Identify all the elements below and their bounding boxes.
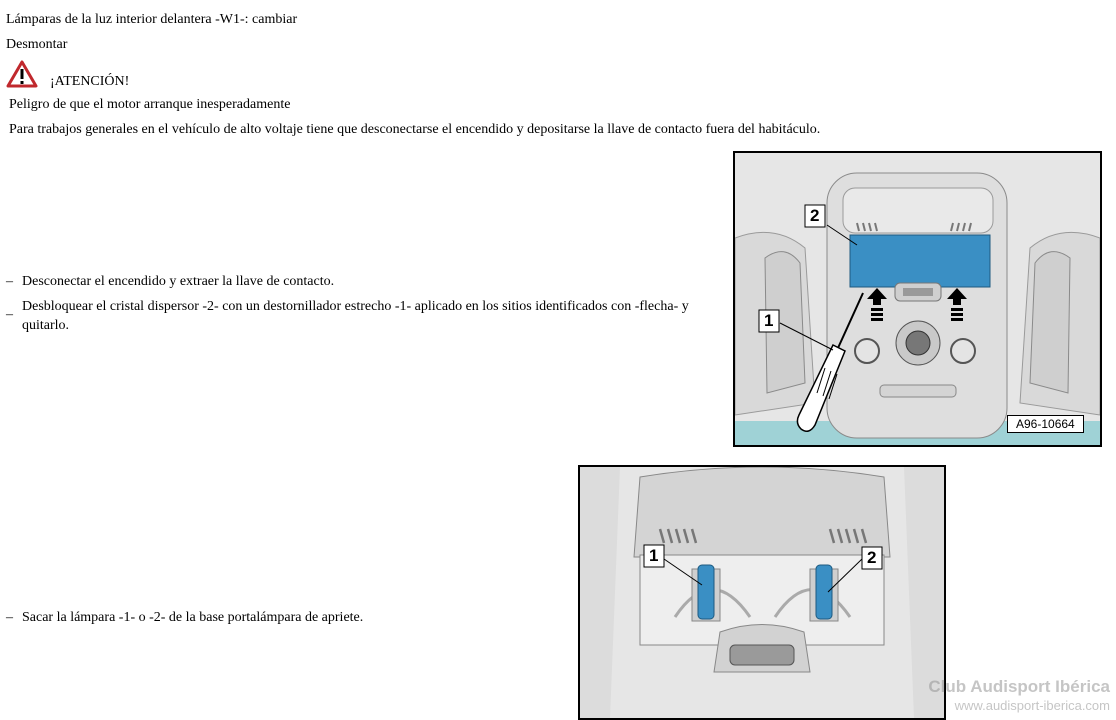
callout-2: 2 <box>810 206 820 225</box>
page-title: Lámparas de la luz interior delantera -W1-: cambiar <box>6 12 298 27</box>
figure-id: A96-10664 <box>1007 415 1084 433</box>
watermark-url: www.audisport-iberica.com <box>954 698 1110 713</box>
step-item <box>6 608 566 627</box>
warning-text: Para trabajos generales en el vehículo de alto voltaje tiene que desconectarse el encendido y depositarse la llave de contacto fuera del habitáculo. <box>9 122 821 137</box>
warning-subtitle: Peligro de que el motor arranque inesperadamente <box>9 97 291 112</box>
illustration-console-lens <box>735 153 1100 445</box>
figure-lens-removal <box>733 151 1102 447</box>
step-text: Desconectar el encendido y extraer la llave de contacto. <box>22 274 335 289</box>
step-bullet: – <box>6 274 13 289</box>
step-text: Desbloquear el cristal dispersor -2- con un destornillador estrecho -1- aplicado en los sitios identificados con -flecha- y quitarlo. <box>22 299 689 333</box>
step-bullet: – <box>6 307 13 322</box>
step-text: Sacar la lámpara -1- o -2- de la base portalámpara de apriete. <box>22 610 364 625</box>
step-bullet: – <box>6 610 13 625</box>
warning-triangle-icon <box>6 60 38 93</box>
callout-1: 1 <box>649 546 659 565</box>
step-item <box>6 272 696 291</box>
section-heading: Desmontar <box>6 37 68 52</box>
warning-heading: ¡ATENCIÓN! <box>50 74 130 89</box>
figure-bulb-removal <box>578 465 946 720</box>
callout-2: 2 <box>867 548 877 567</box>
watermark-title: Club Audisport Ibérica <box>928 677 1110 696</box>
illustration-bulb-holders <box>580 467 944 718</box>
step-item <box>6 297 696 335</box>
callout-1: 1 <box>764 311 774 330</box>
